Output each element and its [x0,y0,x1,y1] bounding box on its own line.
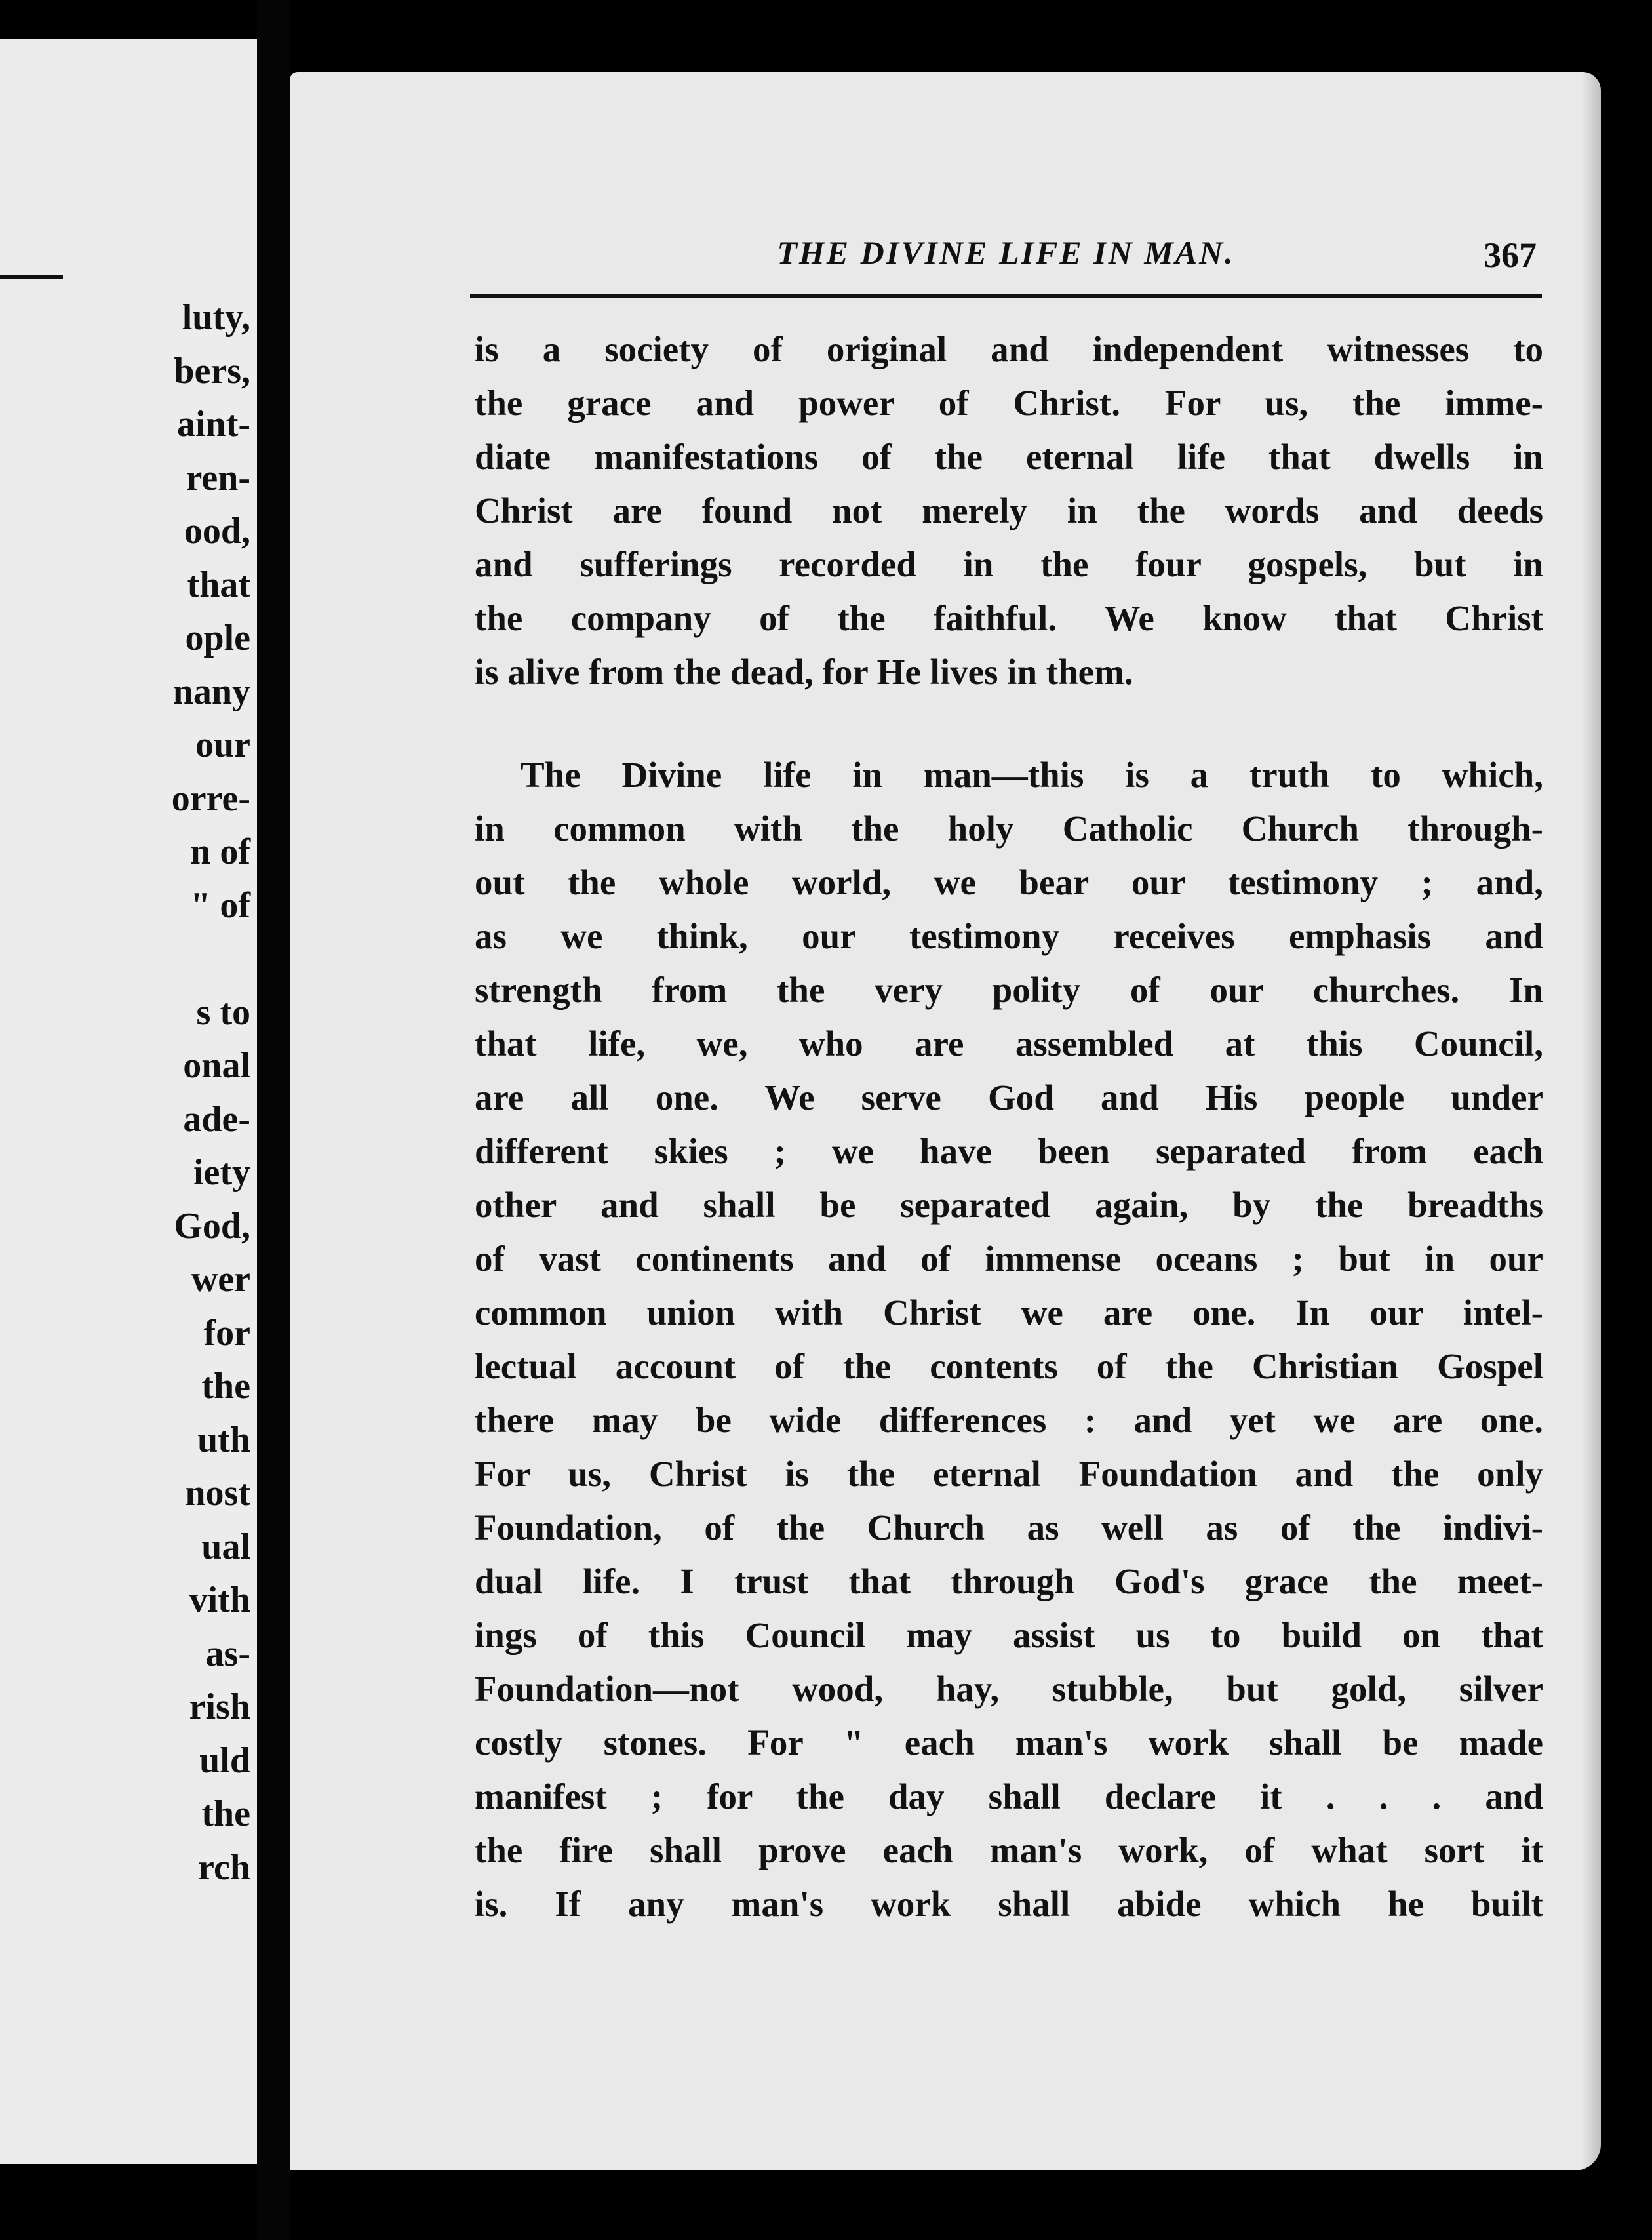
facing-page-line: n of [190,831,250,872]
facing-page-fragment [0,39,257,2164]
facing-page-line: our [195,725,250,765]
text-line: For us, Christ is the eternal Foundation and the only [475,1454,1543,1494]
text-line: The Divine life in man—this is a truth to which, [521,755,1543,795]
facing-page-line: the [201,1366,250,1407]
text-line: manifest ; for the day shall declare it . . . and [475,1776,1543,1816]
facing-page-line: the [201,1793,250,1834]
text-line: diate manifestations of the eternal life that dwells in [475,437,1543,477]
text-line: strength from the very polity of our churches. In [475,970,1543,1010]
text-line: is alive from the dead, for He lives in them. [475,652,1133,692]
text-line: common union with Christ we are one. In our intel- [475,1292,1543,1332]
facing-page-rule [0,275,63,279]
text-line: costly stones. For " each man's work shall be made [475,1723,1543,1763]
facing-page-line: luty, [182,297,250,338]
facing-page-line: nost [185,1473,250,1513]
text-line: there may be wide differences : and yet we are one. [475,1400,1543,1440]
facing-page-line: as- [205,1633,250,1674]
page-number: 367 [1484,235,1537,275]
facing-page-line: rch [198,1847,250,1888]
paragraph [475,748,1543,1931]
text-line: that life, we, who are assembled at this Council, [475,1024,1543,1064]
facing-page-line: bers, [174,350,250,391]
facing-page-line: wer [191,1259,250,1300]
running-head [470,233,1542,286]
facing-page-line: ood, [184,511,250,551]
facing-page-line: " of [190,885,250,926]
text-line: Foundation—not wood, hay, stubble, but gold, silver [475,1669,1543,1709]
facing-page-line: nany [172,671,250,712]
facing-page-line: uld [199,1740,250,1781]
page [290,72,1601,2170]
facing-page-line: ople [185,618,250,658]
text-line: as we think, our testimony receives emphasis and [475,916,1543,956]
facing-page-line: uth [197,1419,250,1460]
facing-page-line: rish [189,1687,250,1727]
text-line: lectual account of the contents of the Christian Gospel [475,1346,1543,1386]
facing-page-line: iety [193,1152,250,1193]
text-line: the company of the faithful. We know that Christ [475,598,1543,638]
facing-page-line: ade- [183,1098,250,1140]
facing-page-line: for [203,1312,250,1353]
text-line: is a society of original and independent witnesses to [475,329,1543,369]
text-line: Foundation, of the Church as well as of the indivi- [475,1508,1543,1548]
facing-page-line: orre- [171,778,250,819]
facing-page-line: vith [189,1580,250,1620]
facing-page-line: onal [183,1045,250,1086]
text-line: dual life. I trust that through God's grace the meet- [475,1561,1543,1601]
text-line: Christ are found not merely in the words and deeds [475,490,1543,530]
facing-page-line: God, [174,1205,250,1247]
paragraph [475,323,1543,699]
book-gutter [257,0,290,2240]
text-line: is. If any man's work shall abide which he built [475,1884,1543,1924]
text-line: of vast continents and of immense oceans ; but in our [475,1239,1543,1279]
paragraph-gap [475,699,1543,748]
facing-page-line: ual [201,1526,250,1567]
text-line: ings of this Council may assist us to build on that [475,1615,1543,1655]
facing-page-line: ren- [186,457,250,498]
text-line: the grace and power of Christ. For us, the imme- [475,383,1543,423]
text-line: the fire shall prove each man's work, of what sort it [475,1830,1543,1870]
facing-page-line: aint- [177,404,250,445]
text-line: and sufferings recorded in the four gospels, but in [475,544,1543,584]
text-line: out the whole world, we bear our testimony ; and, [475,862,1543,902]
text-line: are all one. We serve God and His people under [475,1077,1543,1117]
facing-page-line: that [187,564,250,605]
text-line: other and shall be separated again, by the breadths [475,1185,1543,1225]
text-line: in common with the holy Catholic Church through- [475,809,1543,849]
text-line: different skies ; we have been separated from each [475,1131,1543,1171]
body-text [475,323,1543,1931]
facing-page-line: s to [196,991,250,1033]
header-rule [470,294,1542,298]
running-title: THE DIVINE LIFE IN MAN. [777,234,1235,271]
